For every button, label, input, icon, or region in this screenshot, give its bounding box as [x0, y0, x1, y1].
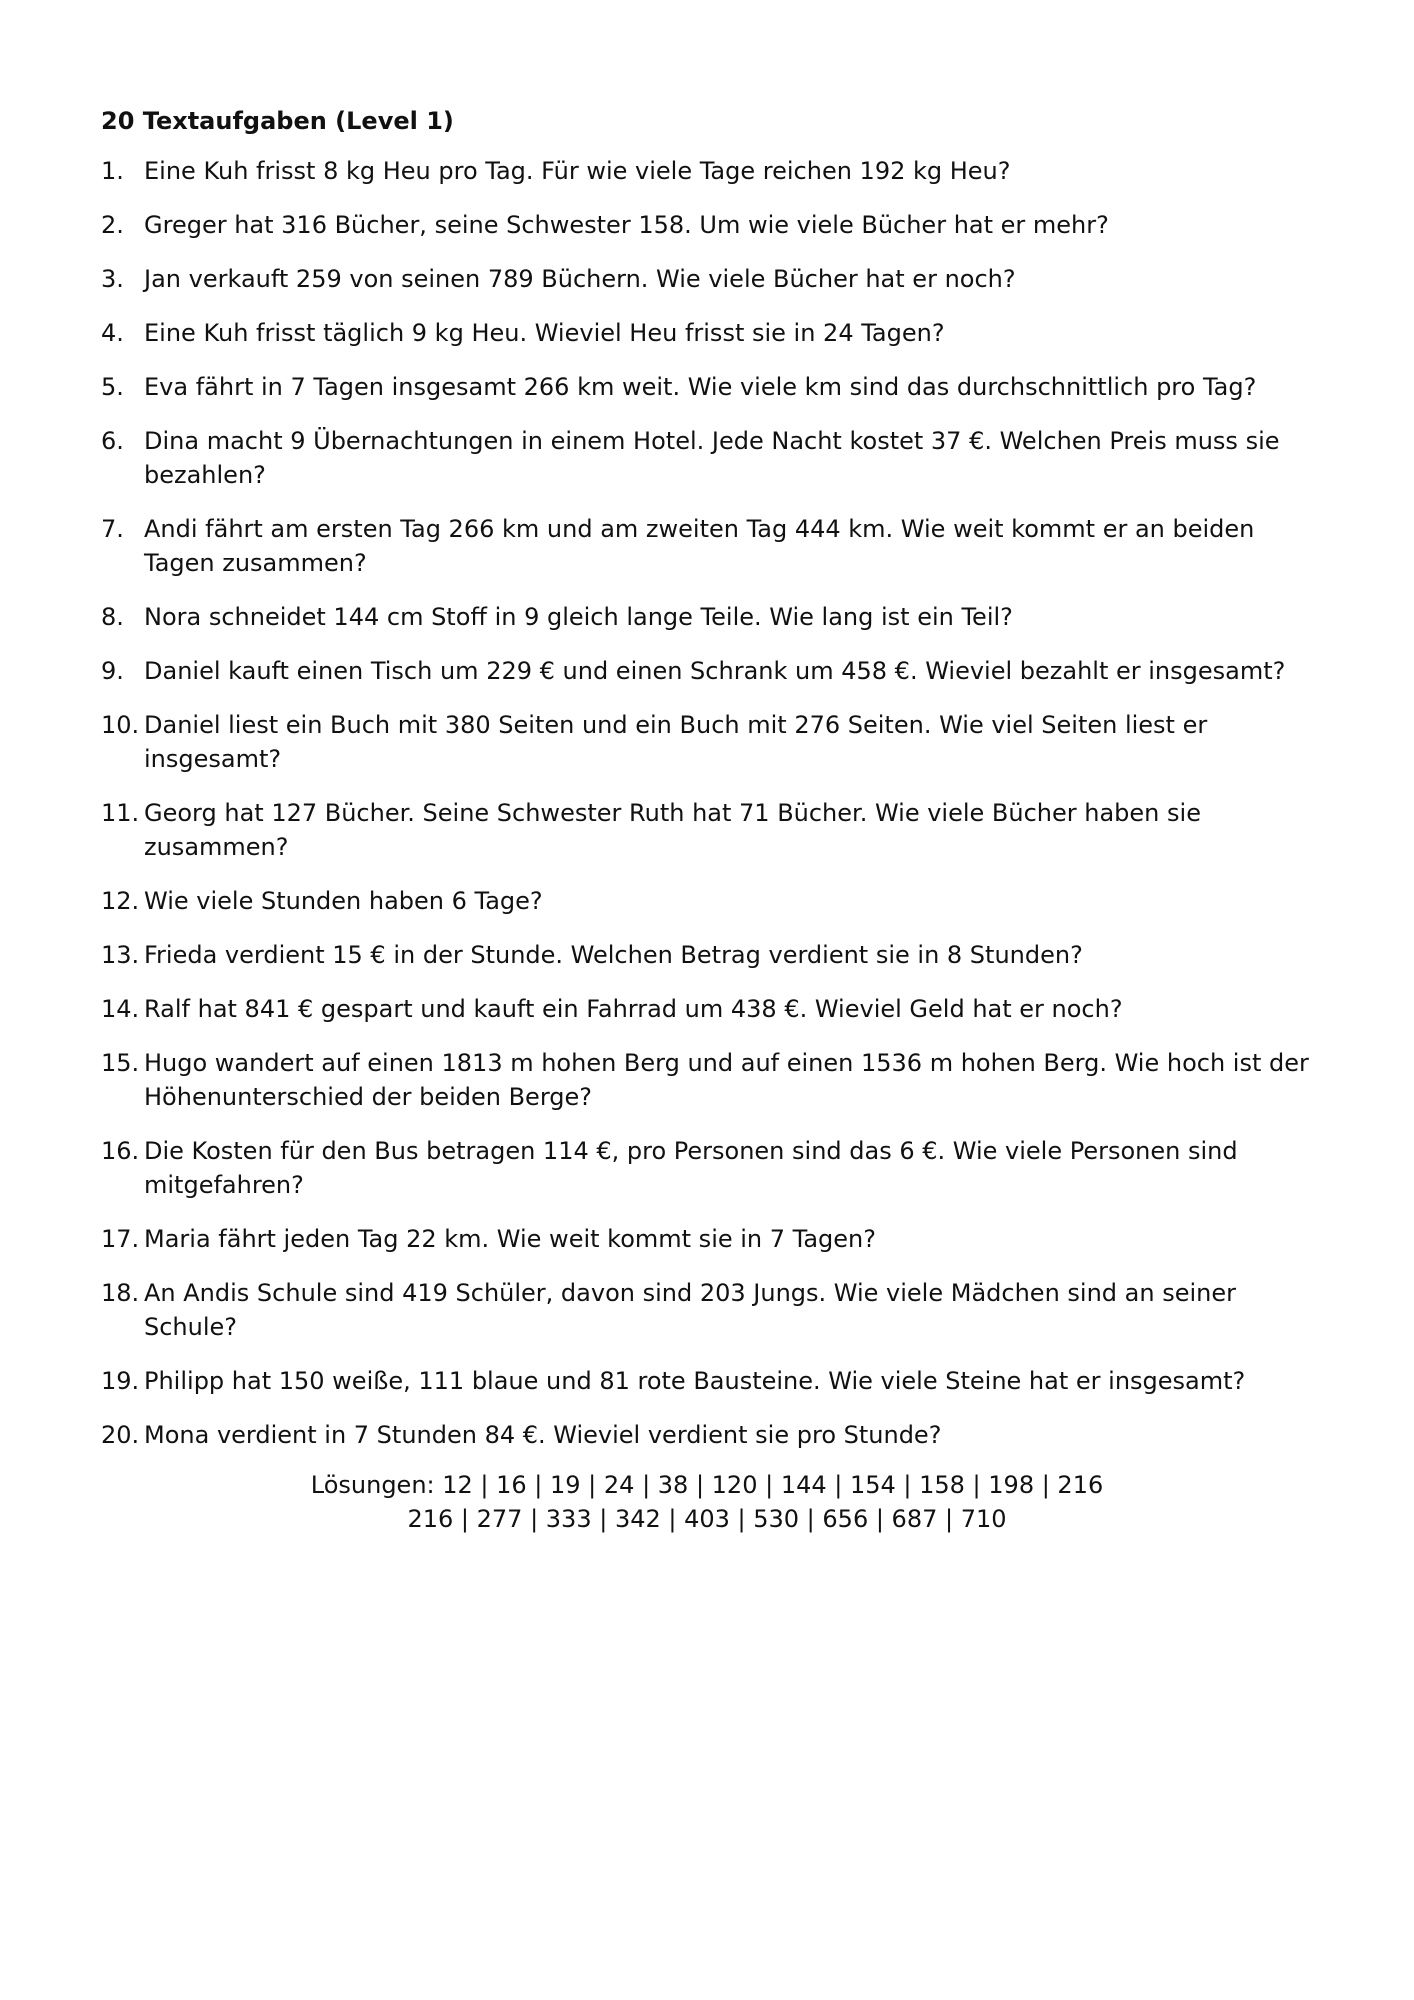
task-item [101, 1134, 1331, 1202]
task-number: 19. [101, 1367, 140, 1395]
solutions-block [0, 1468, 1414, 1536]
task-item [101, 424, 1331, 492]
task-number: 13. [101, 941, 140, 969]
task-number: 20. [101, 1421, 140, 1449]
task-number: 3. [101, 265, 124, 293]
task-number: 6. [101, 427, 124, 455]
task-number: 8. [101, 603, 124, 631]
task-number: 15. [101, 1049, 140, 1077]
task-item [101, 992, 1331, 1026]
task-text: Greger hat 316 Bücher, seine Schwester 158. Um wie viele Bücher hat er mehr? [144, 211, 1109, 239]
task-number: 18. [101, 1279, 140, 1307]
task-text: Andi fährt am ersten Tag 266 km und am zweiten Tag 444 km. Wie weit kommt er an beiden Tagen zusammen? [144, 515, 1255, 577]
task-text: Eva fährt in 7 Tagen insgesamt 266 km weit. Wie viele km sind das durchschnittlich pro Tag? [144, 373, 1257, 401]
task-item [101, 316, 1331, 350]
task-text: Die Kosten für den Bus betragen 114 €, pro Personen sind das 6 €. Wie viele Personen sind mitgefahren? [144, 1137, 1238, 1199]
task-item [101, 938, 1331, 972]
task-text: Philipp hat 150 weiße, 111 blaue und 81 rote Bausteine. Wie viele Steine hat er insgesamt? [144, 1367, 1246, 1395]
task-text: Hugo wandert auf einen 1813 m hohen Berg und auf einen 1536 m hohen Berg. Wie hoch ist der Höhenunterschied der beiden Berge? [144, 1049, 1309, 1111]
task-text: Mona verdient in 7 Stunden 84 €. Wieviel verdient sie pro Stunde? [144, 1421, 942, 1449]
task-text: Daniel kauft einen Tisch um 229 € und einen Schrank um 458 €. Wieviel bezahlt er insgesamt? [144, 657, 1286, 685]
solutions-line-1: Lösungen: 12 | 16 | 19 | 24 | 38 | 120 | 144 | 154 | 158 | 198 | 216 [310, 1471, 1104, 1499]
task-number: 11. [101, 799, 140, 827]
task-text: Dina macht 9 Übernachtungen in einem Hotel. Jede Nacht kostet 37 €. Welchen Preis muss sie bezahlen? [144, 427, 1280, 489]
task-item [101, 370, 1331, 404]
solutions-line-2: 216 | 277 | 333 | 342 | 403 | 530 | 656 | 687 | 710 [407, 1505, 1007, 1533]
task-item [101, 708, 1331, 776]
task-text: Maria fährt jeden Tag 22 km. Wie weit kommt sie in 7 Tagen? [144, 1225, 876, 1253]
task-text: Ralf hat 841 € gespart und kauft ein Fahrrad um 438 €. Wieviel Geld hat er noch? [144, 995, 1123, 1023]
task-number: 9. [101, 657, 124, 685]
task-item [101, 1222, 1331, 1256]
task-item [101, 1418, 1331, 1452]
task-number: 14. [101, 995, 140, 1023]
task-text: Eine Kuh frisst 8 kg Heu pro Tag. Für wie viele Tage reichen 192 kg Heu? [144, 157, 1011, 185]
worksheet-title: 20 Textaufgaben (Level 1) [101, 107, 454, 135]
task-number: 7. [101, 515, 124, 543]
task-number: 10. [101, 711, 140, 739]
task-number: 2. [101, 211, 124, 239]
task-text: Frieda verdient 15 € in der Stunde. Welchen Betrag verdient sie in 8 Stunden? [144, 941, 1083, 969]
task-item [101, 154, 1331, 188]
task-item [101, 654, 1331, 688]
task-item [101, 208, 1331, 242]
task-item [101, 1046, 1331, 1114]
task-number: 4. [101, 319, 124, 347]
task-text: Wie viele Stunden haben 6 Tage? [144, 887, 543, 915]
task-text: Nora schneidet 144 cm Stoff in 9 gleich lange Teile. Wie lang ist ein Teil? [144, 603, 1013, 631]
task-item [101, 1276, 1331, 1344]
task-number: 5. [101, 373, 124, 401]
task-item [101, 1364, 1331, 1398]
task-list [101, 154, 1331, 1472]
task-text: An Andis Schule sind 419 Schüler, davon sind 203 Jungs. Wie viele Mädchen sind an seiner Schule? [144, 1279, 1236, 1341]
task-item [101, 884, 1331, 918]
task-text: Jan verkauft 259 von seinen 789 Büchern. Wie viele Bücher hat er noch? [144, 265, 1016, 293]
task-text: Eine Kuh frisst täglich 9 kg Heu. Wieviel Heu frisst sie in 24 Tagen? [144, 319, 945, 347]
task-item [101, 600, 1331, 634]
task-item [101, 796, 1331, 864]
task-number: 17. [101, 1225, 140, 1253]
task-number: 16. [101, 1137, 140, 1165]
task-item [101, 262, 1331, 296]
task-number: 12. [101, 887, 140, 915]
task-item [101, 512, 1331, 580]
task-number: 1. [101, 157, 124, 185]
task-text: Georg hat 127 Bücher. Seine Schwester Ruth hat 71 Bücher. Wie viele Bücher haben sie zusammen? [144, 799, 1201, 861]
task-text: Daniel liest ein Buch mit 380 Seiten und ein Buch mit 276 Seiten. Wie viel Seiten liest er insgesamt? [144, 711, 1208, 773]
